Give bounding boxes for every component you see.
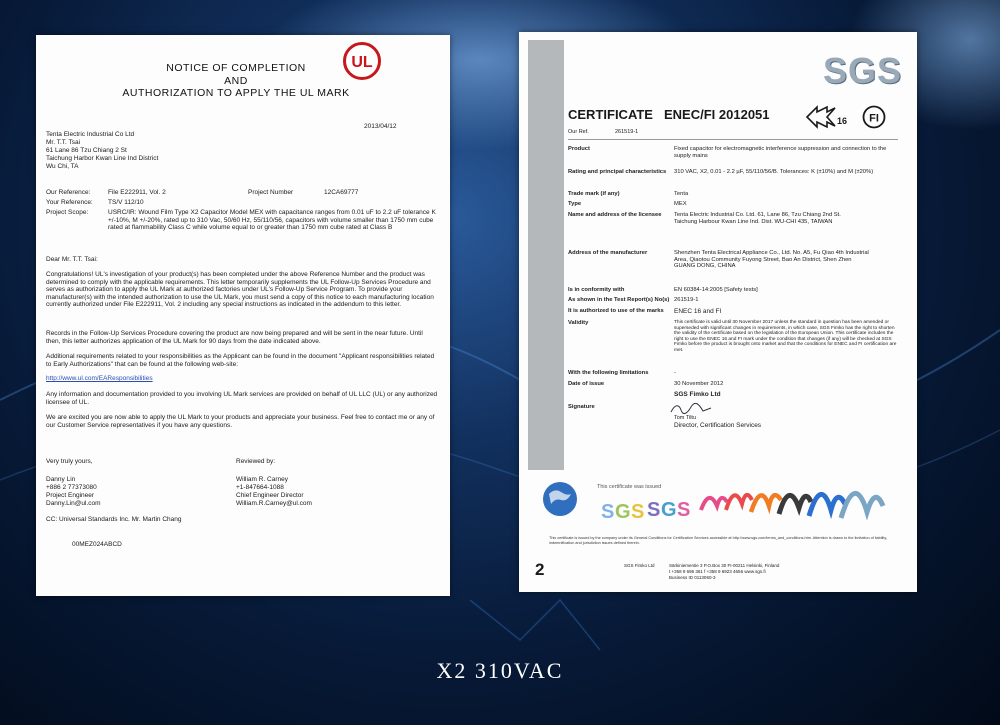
ul-recipient-line: Tenta Electric Industrial Co Ltd xyxy=(46,131,135,138)
sgs-row-value: Tenta xyxy=(674,191,689,197)
ul-title-line2: AND xyxy=(224,75,248,87)
ul-notice-document xyxy=(36,35,450,596)
sgs-row-value: MEX xyxy=(674,201,687,207)
sgs-row-label: Type xyxy=(568,201,582,207)
sgs-certificate-title: CERTIFICATE xyxy=(568,107,653,122)
ul-sig-right-line: Chief Engineer Director xyxy=(236,492,304,499)
ul-project-scope-value: USRC/IR: Wound Film Type X2 Capacitor Model MEX with capacitance ranges from 0.01 uF to 2.2 uF tolerance K +/-10%, M +/-20%, rated up to 310 Vac, 50/60 Hz, 55/110/56, capacitors with volume smaller than 1750 mm cube rated at flammability Class C while volume equal to or greater than 1750 mm cube rated at Class B xyxy=(108,209,436,231)
sgs-row-label: Signature xyxy=(568,404,595,410)
ul-date: 2013/04/12 xyxy=(364,123,397,130)
ul-our-reference-value: File E222911, Vol. 2 xyxy=(108,189,166,196)
sgs-row-value: 261519-1 xyxy=(674,297,699,303)
sgs-footer-reg: Business ID 0113060-3 xyxy=(669,575,716,580)
ul-sig-left-line: Danny.Lin@ul.com xyxy=(46,500,101,507)
ul-your-reference-label: Your Reference: xyxy=(46,199,93,206)
svg-text:S: S xyxy=(601,501,615,523)
sgs-row-value: Tenta Electric Industrial Co. Ltd. 61, Lane 86, Tzu Chiang 2nd St. Taichung Harbour Kwan Line Ind. Dist. WU-CHI 435, TAIWAN xyxy=(674,212,841,225)
sgs-row-value: SGS Fimko Ltd xyxy=(674,391,721,398)
ul-your-reference-value: TS/V 112/10 xyxy=(108,199,144,206)
ul-para-4: Any information and documentation provided to you involving UL Mark services are provided on behalf of UL LLC (UL) or any authorized licensee of UL. xyxy=(46,391,438,406)
ul-closing-left: Very truly yours, xyxy=(46,458,93,465)
svg-text:S: S xyxy=(677,499,691,521)
ul-sig-right-line: +1-847664-1088 xyxy=(236,484,284,491)
ul-our-reference-label: Our Reference: xyxy=(46,189,91,196)
ul-logo-icon xyxy=(342,41,382,81)
sgs-footer-phone: t +358 9 696 361 f +358 9 6923 4656 www.sgs.fi xyxy=(669,569,766,574)
sgs-row-label: Product xyxy=(568,146,590,152)
sgs-row-value: Fixed capacitor for electromagnetic interference suppression and connection to the supply mains xyxy=(674,146,887,159)
sgs-certificate-document xyxy=(519,32,917,592)
svg-text:G: G xyxy=(661,499,677,521)
sgs-our-ref-value: 261519-1 xyxy=(615,129,639,135)
enec-mark-icon xyxy=(805,104,848,130)
sgs-row-label: Date of issue xyxy=(568,381,605,387)
sgs-row-value: This certificate is valid until 30 November 2017 unless the standard in question has been amended or superseded with significant changes in requirements, in which case, SGS Fimko has the right to shorten the validity of the certificate based on the legislation of the European Union. This certificate includes the right to use the ENEC 16 and FI mark under the condition that changes (if any) will be checked at SGS Fimko before the product is brought onto market and that the conditions for ENEC and FI certification are met. xyxy=(674,320,897,353)
ul-recipient-line: Taichung Harbor Kwan Line Ind District xyxy=(46,155,159,162)
ul-sig-right-line: William R. Carney xyxy=(236,476,289,483)
ul-para-3: Additional requirements related to your responsibilities as the Applicant can be found in the document "Applicant responsibilities related to Early Authorizations" that can be found at the following web-site: xyxy=(46,353,435,368)
sgs-row-label: Is in conformity with xyxy=(568,287,625,293)
svg-text:S: S xyxy=(647,499,661,521)
sgs-row-value: ENEC 16 and FI xyxy=(674,308,722,315)
sgs-footer-note: This certificate is issued by the company under its General Conditions for Certification Services accessible at http://www.sgs.com/terms_and_conditions.htm. Attention is drawn to the limitation of liability, indemnification and jurisdiction issues defined therein. xyxy=(549,536,888,545)
ul-closing-right: Reviewed by: xyxy=(236,458,276,465)
sgs-row-label: With the following limitations xyxy=(568,370,649,376)
ul-para-5: We are excited you are now able to apply the UL Mark to your products and appreciate your business. Feel free to contact me or any of our Customer Service representatives if you have any questions. xyxy=(46,414,435,429)
ul-logo-text: UL xyxy=(351,54,373,71)
sgs-footer-address: Särkiniementie 3 P.O.Box 30 FI-00211 Helsinki, Finland xyxy=(669,563,780,568)
sgs-row-label: It is authorized to use of the marks xyxy=(568,308,664,314)
globe-icon xyxy=(541,480,579,518)
ul-sig-right-line: William.R.Carney@ul.com xyxy=(236,500,312,507)
sgs-row-label: Trade mark (if any) xyxy=(568,191,620,197)
sgs-footer-company: SGS Fimko Ltd xyxy=(624,563,655,568)
sgs-row-label: Address of the manufacturer xyxy=(568,250,648,256)
ul-project-number-value: 12CA69777 xyxy=(324,189,359,196)
sgs-divider xyxy=(568,139,898,140)
svg-text:G: G xyxy=(615,501,631,523)
sgs-row-label: Rating and principal characteristics xyxy=(568,169,667,175)
fi-mark-icon xyxy=(862,105,886,129)
ul-salutation: Dear Mr. T.T. Tsai: xyxy=(46,256,98,263)
ul-recipient-line: Wu Chi, TA xyxy=(46,163,79,170)
sgs-certificate-number: ENEC/FI 2012051 xyxy=(664,107,770,122)
sgs-logo: SGS xyxy=(823,50,903,91)
sgs-row-value: 30 November 2012 xyxy=(674,381,724,387)
sgs-signer-title: Director, Certification Services xyxy=(674,422,762,429)
product-caption: X2 310VAC xyxy=(436,658,564,683)
sgs-row-label: Validity xyxy=(568,320,589,326)
ul-project-number-label: Project Number xyxy=(248,189,294,196)
sgs-row-value: 310 VAC, X2, 0.01 - 2.2 µF, 55/110/56/B. Tolerances: K (±10%) and M (±20%) xyxy=(674,169,874,175)
signature-scribble-icon xyxy=(669,402,713,416)
ul-footer-code: 00MEZ024ABCD xyxy=(72,541,122,548)
ul-para-2: Records in the Follow-Up Services Procedure covering the product are now being prepared and will be sent in the near future. Until then, this letter authorizes application of the UL Mark for 90 days from the date indicated above. xyxy=(46,330,423,345)
ul-recipient-line: Mr. T.T. Tsai xyxy=(46,139,81,146)
sgs-row-value: Shenzhen Tenta Electrical Appliance Co., Ltd. No. A5, Fu Qiao 4th Industrial Area, Qiaotou Community Fuyong Street, Bao An District, Shen Zhen GUANG DONG, CHINA xyxy=(674,250,869,269)
ul-cc-line: CC: Universal Standards Inc. Mr. Martin Chang xyxy=(46,516,182,523)
enec-mark-number: 16 xyxy=(837,116,848,126)
ul-sig-left-line: Danny Lin xyxy=(46,476,76,483)
sgs-bird-logo-strip-icon xyxy=(591,460,891,530)
ul-recipient-line: 61 Lane 86 Tzu Chiang 2 St xyxy=(46,147,127,154)
ul-sig-left-line: +886 2 77373080 xyxy=(46,484,97,491)
svg-text:S: S xyxy=(631,501,645,523)
ul-para-1: Congratulations! UL's investigation of your product(s) has been completed under the above Reference Number and the product was determined to comply with the applicable requirements. This letter temporarily supplements the UL Follow-Up Services Procedure and serves as authorization to apply the UL Mark at authorized factories under UL's Follow-Up Service Program. To provide your manufacturer(s) with the intended authorization to use the UL Mark, you must send a copy of this notice to each manufacturing location currently authorized under File E222911, Vol. 2 including any special instructions as indicated in the addendum to this letter. xyxy=(46,271,434,308)
sgs-side-bar xyxy=(528,40,564,470)
sgs-signer-name: Tom Tiltu xyxy=(674,415,697,421)
ul-responsibilities-link[interactable]: http://www.ul.com/EAResponsibilities xyxy=(46,375,153,382)
ul-title-line1: NOTICE OF COMPLETION xyxy=(166,62,306,74)
sgs-row-value: - xyxy=(674,370,676,376)
sgs-row-label: Name and address of the licensee xyxy=(568,212,662,218)
fi-mark-text: FI xyxy=(869,112,879,125)
ul-project-scope-label: Project Scope: xyxy=(46,209,89,216)
sgs-our-ref-label: Our Ref. xyxy=(568,129,589,135)
sgs-page-number: 2 xyxy=(535,560,545,579)
ul-title-line3: AUTHORIZATION TO APPLY THE UL MARK xyxy=(122,87,350,99)
sgs-row-value: EN 60384-14:2005 [Safety tests] xyxy=(674,287,758,293)
sgs-row-label: As shown in the Test Report(s) No(s) xyxy=(568,297,670,303)
sgs-logo-strip-caption: This certificate was issued xyxy=(597,484,662,490)
ul-sig-left-line: Project Engineer xyxy=(46,492,95,499)
